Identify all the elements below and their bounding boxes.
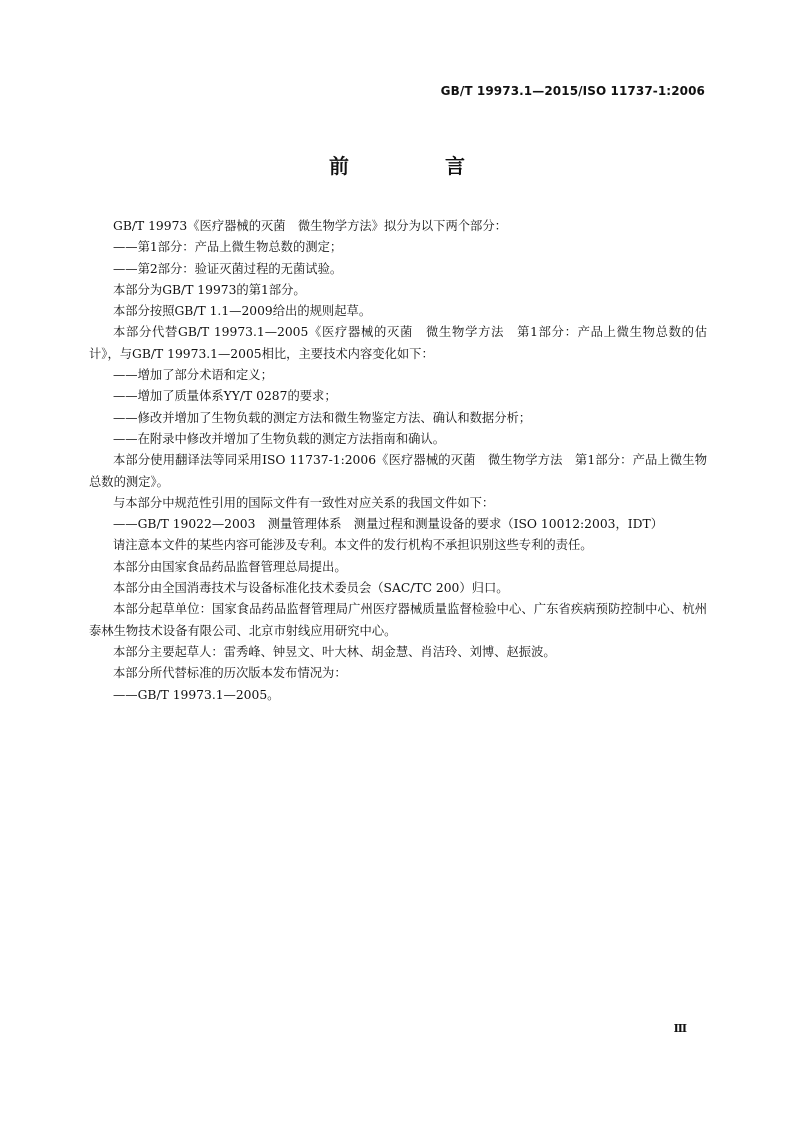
paragraph: 本部分代替GB/T 19973.1—2005《医疗器械的灭菌 微生物学方法 第1部分：产品上微生物总数的估计》，与GB/T 19973.1—2005相比，主要技术内容变化如下： (89, 325, 707, 361)
paragraph: 本部分由全国消毒技术与设备标准化技术委员会（SAC/TC 200）归口。 (113, 581, 509, 596)
page-title: 前 言 (329, 154, 503, 178)
list-item: ——增加了部分术语和定义； (113, 368, 273, 383)
foreword-body (89, 216, 707, 706)
paragraph: 本部分起草单位：国家食品药品监督管理局广州医疗器械质量监督检验中心、广东省疾病预防控制中心、杭州泰林生物技术设备有限公司、北京市射线应用研究中心。 (89, 602, 707, 638)
list-item: ——在附录中修改并增加了生物负载的测定方法指南和确认。 (113, 431, 446, 446)
paragraph: 本部分主要起草人：雷秀峰、钟昱文、叶大林、胡金慧、肖洁玲、刘博、赵振波。 (113, 644, 556, 659)
paragraph: 与本部分中规范性引用的国际文件有一致性对应关系的我国文件如下： (113, 495, 495, 510)
standard-code-header: GB/T 19973.1—2015/ISO 11737-1:2006 (440, 84, 705, 98)
list-item: ——修改并增加了生物负载的测定方法和微生物鉴定方法、确认和数据分析； (113, 410, 532, 425)
page-number: Ⅲ (673, 1022, 687, 1035)
list-item: ——增加了质量体系YY/T 0287的要求； (113, 389, 337, 404)
paragraph: 本部分所代替标准的历次版本发布情况为： (113, 666, 347, 681)
paragraph: 本部分使用翻译法等同采用ISO 11737-1:2006《医疗器械的灭菌 微生物学方法 第1部分：产品上微生物总数的测定》。 (89, 453, 707, 489)
list-item: ——第2部分：验证灭菌过程的无菌试验。 (113, 261, 343, 276)
paragraph: 本部分由国家食品药品监督管理总局提出。 (113, 559, 347, 574)
list-item: ——第1部分：产品上微生物总数的测定； (113, 240, 343, 255)
paragraph: 本部分为GB/T 19973的第1部分。 (113, 282, 306, 297)
paragraph: 本部分按照GB/T 1.1—2009给出的规则起草。 (113, 304, 372, 319)
list-item: ——GB/T 19973.1—2005。 (113, 687, 280, 702)
paragraph: GB/T 19973《医疗器械的灭菌 微生物学方法》拟分为以下两个部分： (113, 219, 507, 233)
list-item: ——GB/T 19022—2003 测量管理体系 测量过程和测量设备的要求（ISO 10012:2003，IDT） (113, 517, 663, 532)
paragraph: 请注意本文件的某些内容可能涉及专利。本文件的发行机构不承担识别这些专利的责任。 (113, 538, 593, 553)
